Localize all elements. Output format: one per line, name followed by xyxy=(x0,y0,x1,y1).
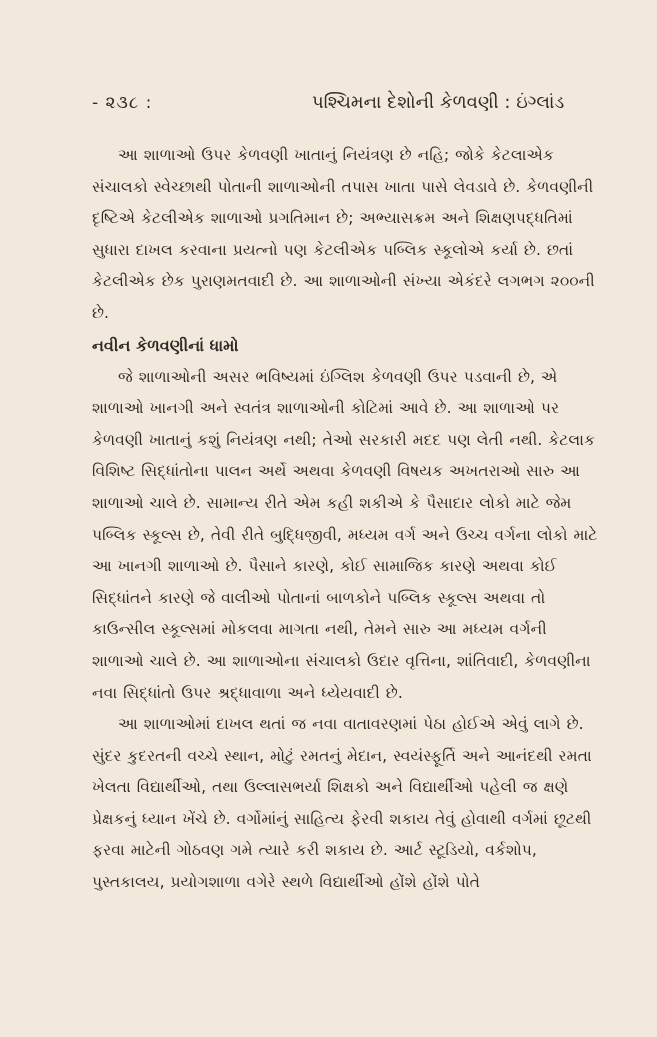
paragraph-2: જે શાળાઓની અસર ભવિષ્યમાં ઇંગ્લિશ કેળવણી ઉપર પડવાની છે, એ શાળાઓ ખાનગી અને સ્વતંત્ર શાળાઓની કોટિમાં આવે છે. આ શાળાઓ પર કેળવણી ખાતાનું કશું નિયંત્રણ નથી; તેઓ સરકારી મદદ પણ લેતી નથી. કેટલાક વિશિષ્ટ સિદ્ધાંતોના પાલન અર્થે અથવા કેળવણી વિષયક અખતરાઓ સારુ આ શાળાઓ ચાલે છે. સામાન્ય રીતે એમ કહી શકીએ કે પૈસાદાર લોકો માટે જેમ પબ્લિક સ્કૂલ્સ છે, તેવી રીતે બુદ્ધિજીવી, મધ્યમ વર્ગ અને ઉચ્ચ વર્ગના લોકો માટે આ ખાનગી શાળાઓ છે. પૈસાને કારણે, કોઈ સામાજિક કારણે અથવા કોઈ સિદ્ધાંતને કારણે જે વાલીઓ પોતાનાં બાળકોને પબ્લિક સ્કૂલ્સ અથવા તો કાઉન્સીલ સ્કૂલ્સમાં મોકલવા માગતા નથી, તેમને સારુ આ મધ્યમ વર્ગની શાળાઓ ચાલે છે. આ શાળાઓના સંચાલકો ઉદાર વૃત્તિના, શાંતિવાદી, કેળવણીના નવા સિદ્ધાંતો ઉપર શ્રદ્ધાવાળા અને ધ્યેયવાદી છે. xyxy=(92,367,598,702)
page-number: - ૨૩૮ : xyxy=(92,93,153,113)
paragraph-1: આ શાળાઓ ઉપર કેળવણી ખાતાનું નિયંત્રણ છે નહિ; જોકે કેટલાએક સંચાલકો સ્વેચ્છાથી પોતાની શાળાઓની તપાસ ખાતા પાસે લેવડાવે છે. કેળવણીની દૃષ્ટિએ કેટલીએક શાળાઓ પ્રગતિમાન છે; અભ્યાસક્રમ અને શિક્ષણપદ્ધતિમાં સુધારા દાખલ કરવાના પ્રયત્નો પણ કેટલીએક પબ્લિક સ્કૂલોએ કર્યા છે. છતાં કેટલીએક છેક પુરાણમતવાદી છે. આ શાળાઓની સંખ્યા એકંદરે લગભગ ૨૦૦ની છે. xyxy=(92,146,595,322)
running-title: પશ્ચિમના દેશોની કેળવણી : ઇંગ્લાંડ xyxy=(312,92,565,113)
paragraph-3: આ શાળાઓમાં દાખલ થતાં જ નવા વાતાવરણમાં પેઠા હોઈએ એવું લાગે છે. સુંદર કુદરતની વચ્ચે સ્થાન, મોટું રમતનું મેદાન, સ્વયંસ્ફૂર્તિ અને આનંદથી રમતા ખેલતા વિદ્યાર્થીઓ, તથા ઉલ્લાસભર્યા શિક્ષકો અને વિદ્યાર્થીઓ પહેલી જ ક્ષણે પ્રેક્ષકનું ધ્યાન ખેંચે છે. વર્ગોમાંનું સાહિત્ય ફેરવી શકાય તેવું હોવાથી વર્ગમાં છૂટથી ફરવા માટેની ગોઠવણ ગમે ત્યારે કરી શકાય છે. આર્ટ સ્ટૂડિયો, વર્કશોપ, પુસ્તકાલય, પ્રયોગશાળા વગેરે સ્થળે વિદ્યાર્થીઓ હોંશે હોંશે પોતે xyxy=(92,715,592,892)
section-heading: નવીન કેળવણીનાં ધામો xyxy=(92,335,239,355)
page-header xyxy=(92,92,599,126)
